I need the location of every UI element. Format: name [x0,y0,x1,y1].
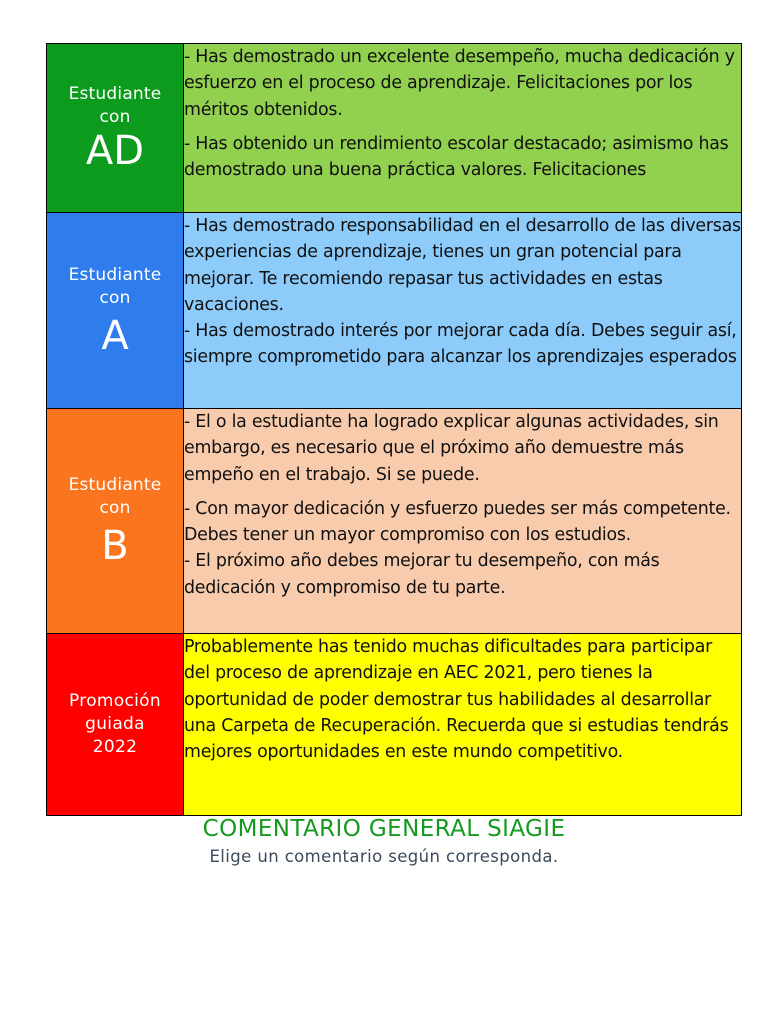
level-connector: con [99,287,131,308]
comment-item[interactable]: - El próximo año debes mejorar tu desempeño, con más dedicación y compromiso de tu parte. [184,551,660,598]
row-a [47,213,742,409]
comment-cell-ad [184,44,742,213]
level-cell-promocion [47,634,184,816]
level-grade: A [101,312,129,359]
comment-item[interactable]: - Has obtenido un rendimiento escolar destacado; asimismo has demostrado una buena práctica valores. Felicitaciones [184,133,729,181]
promo-label-line1: Promoción [69,691,161,711]
promo-label-year: 2022 [92,737,138,757]
row-promocion [47,634,742,816]
comment-item[interactable]: - Has demostrado responsabilidad en el desarrollo de las diversas experiencias de aprendizaje, tienes un gran potencial para mejorar. Te recomiendo repasar tus actividades en estas vacaciones. [184,216,741,315]
level-connector: con [99,498,131,518]
comment-cell-promocion [184,634,742,816]
footer-subtitle: Elige un comentario según corresponda. [209,847,559,866]
level-connector: con [99,107,131,127]
comment-item[interactable]: Probablemente has tenido muchas dificultades para participar del proceso de aprendizaje en AEC 2021, pero tienes la oportunidad de poder demostrar tus habilidades al desarrollar una Carpeta de Recuperación. Recuerda que si estudias tendrás mejores oportunidades en este mundo competitivo. [184,637,729,763]
footer-title: COMENTARIO GENERAL SIAGIE [202,816,566,842]
level-grade: B [101,523,129,569]
row-ad [47,44,742,213]
level-label: Estudiante [68,84,162,104]
promo-label-line2: guiada [85,714,145,734]
row-b [47,409,742,634]
level-grade: AD [85,128,145,174]
level-label: Estudiante [68,264,162,285]
level-cell-ad [47,44,184,213]
comment-cell-b [184,409,742,634]
level-label: Estudiante [68,475,162,495]
level-cell-a [47,213,184,409]
comment-item[interactable]: - Con mayor dedicación y esfuerzo puedes ser más competente. Debes tener un mayor compromiso con los estudios. [184,498,731,546]
comment-item[interactable]: - Has demostrado interés por mejorar cada día. Debes seguir así, siempre comprometido para alcanzar los aprendizajes esperados [184,321,737,368]
comment-item[interactable]: - El o la estudiante ha logrado explicar algunas actividades, sin embargo, es necesario que el próximo año demuestre más empeño en el trabajo. Si se puede. [184,412,719,485]
comment-cell-a [184,213,742,409]
level-cell-b [47,409,184,634]
comments-table [46,43,742,816]
comment-item[interactable]: - Has demostrado un excelente desempeño, mucha dedicación y esfuerzo en el proceso de aprendizaje. Felicitaciones por los méritos obtenidos. [184,47,735,120]
